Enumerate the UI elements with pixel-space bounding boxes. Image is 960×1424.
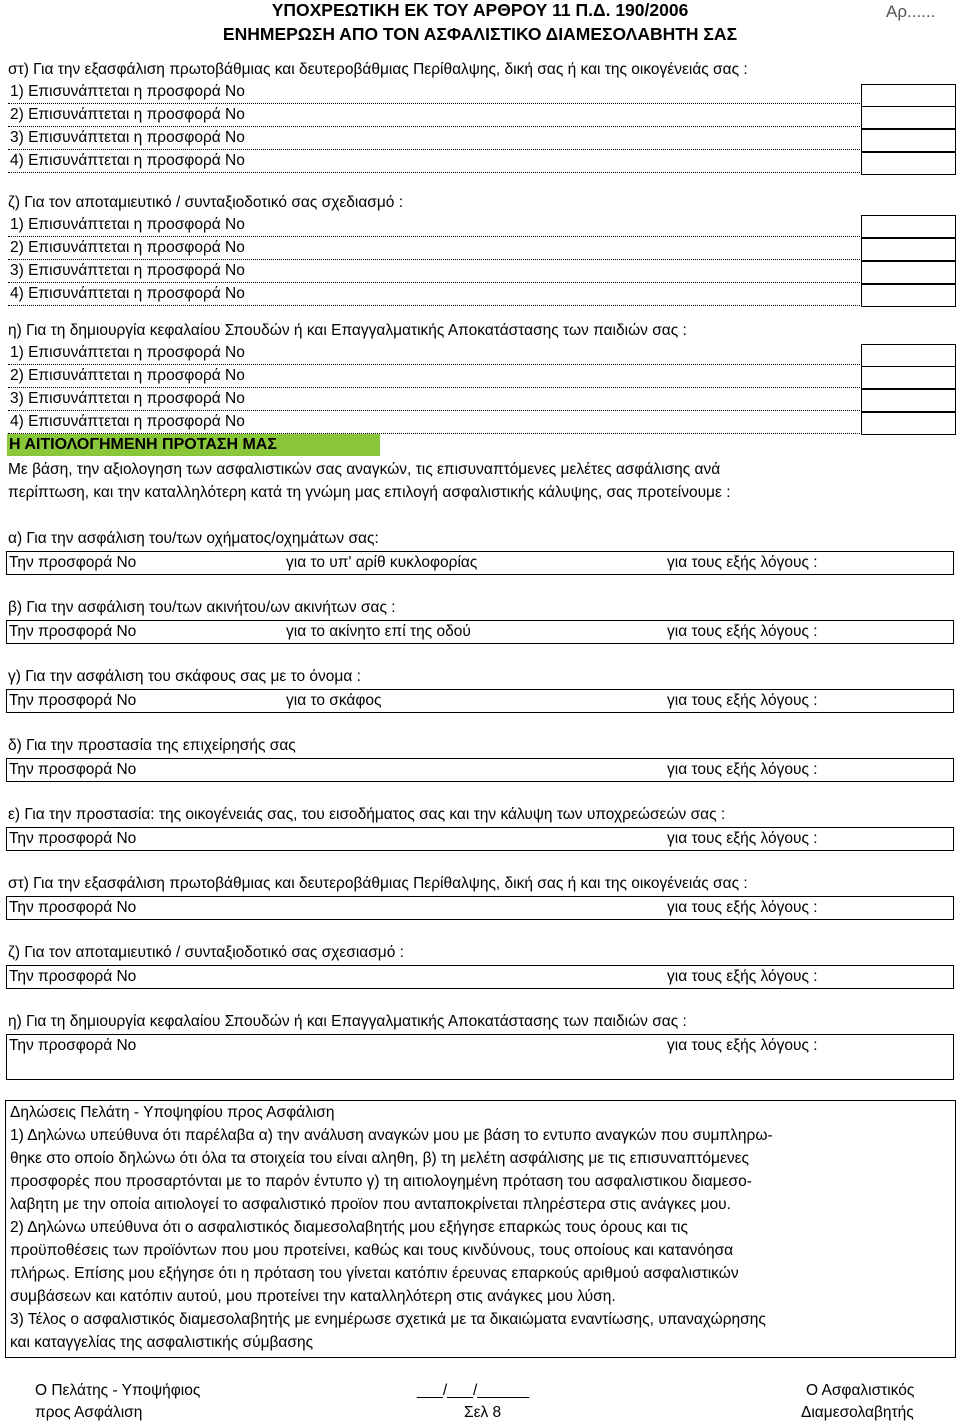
- offer-number-box[interactable]: [861, 261, 956, 284]
- page-number: Σελ 8: [464, 1404, 502, 1421]
- section-offer-field[interactable]: Την προσφορά Νο για τους εξής λόγους :: [6, 827, 954, 851]
- section-title: β) Για την ασφάλιση του/των ακινήτου/ων ακινήτων σας :: [8, 599, 396, 616]
- offer-line: 3) Επισυνάπτεται η προσφορά Νο: [8, 261, 860, 283]
- offer-line: 4) Επισυνάπτεται η προσφορά Νο: [8, 151, 860, 173]
- declaration-line: λαβητη με την οποία αιτιολογεί το ασφαλιστικό προϊον που ανταποκρίνεται πληρέστερα στις ανάγκες μου.: [10, 1196, 731, 1213]
- section-offer-field[interactable]: Την προσφορά Νο για το ακίνητο επί της οδού για τους εξής λόγους :: [6, 620, 954, 644]
- reference-number: Αρ......: [886, 2, 936, 21]
- offer-number-box[interactable]: [861, 152, 956, 175]
- declaration-line: προσφορές που προσαρτόνται με το παρόν έντυπο γ) τη αιτιολογημένη πρόταση του ασφαλιστικου διαμεσο-: [10, 1173, 752, 1190]
- offer-number-box[interactable]: [861, 389, 956, 412]
- offer-line: 1) Επισυνάπτεται η προσφορά Νο: [8, 82, 860, 104]
- proposal-heading-bar: [7, 434, 380, 456]
- offer-line: 4) Επισυνάπτεται η προσφορά Νο: [8, 412, 860, 434]
- client-signature-label-line2: προς Ασφάλιση: [35, 1404, 143, 1421]
- offer-number-box[interactable]: [861, 238, 956, 261]
- section-offer-field[interactable]: Την προσφορά Νο για το σκάφος για τους εξής λόγους :: [6, 689, 954, 713]
- header-title-line2: ΕΝΗΜΕΡΩΣΗ ΑΠΟ ΤΟΝ ΑΣΦΑΛΙΣΤΙΚΟ ΔΙΑΜΕΣΟΛΑΒΗΤΗ ΣΑΣ: [222, 24, 738, 44]
- offer-line: 2) Επισυνάπτεται η προσφορά Νο: [8, 366, 860, 388]
- offer-number-box[interactable]: [861, 84, 956, 107]
- section-title: η) Για τη δημιουργία κεφαλαίου Σπουδών ή και Επαγγαλματικής Αποκατάστασης των παιδιών σας :: [8, 1013, 687, 1030]
- offer-number-box[interactable]: [861, 412, 956, 435]
- offer-line: 3) Επισυνάπτεται η προσφορά Νο: [8, 389, 860, 411]
- offer-number-box[interactable]: [861, 129, 956, 152]
- section-offer-field[interactable]: Την προσφορά Νο για τους εξής λόγους :: [6, 896, 954, 920]
- declaration-line: προϋποθέσεις των προϊόντων που μου προτείνει, καθώς και τους κινδύνους, τους οποίους και κατανόησα: [10, 1242, 734, 1259]
- section-offer-field[interactable]: Την προσφορά Νο για τους εξής λόγους :: [6, 1034, 954, 1080]
- offer-number-box[interactable]: [861, 215, 956, 238]
- proposal-intro-line1: Με βάση, την αξιολογηση των ασφαλιστικών σας αναγκών, τις επισυναπτόμενες μελέτες ασφάλισης ανά: [8, 461, 721, 478]
- client-signature-label-line1: Ο Πελάτης - Υποψήφιος: [35, 1382, 201, 1399]
- header-title-line1: ΥΠΟΧΡΕΩΤΙΚΗ ΕΚ ΤΟΥ ΑΡΘΡΟΥ 11 Π.Δ. 190/2006: [271, 0, 689, 20]
- offer-line: 1) Επισυνάπτεται η προσφορά Νο: [8, 343, 860, 365]
- broker-signature-label-line2: Διαμεσολαβητής: [801, 1404, 914, 1421]
- section-title: γ) Για την ασφάλιση του σκάφους σας με το όνομα :: [8, 668, 361, 685]
- group-title: στ) Για την εξασφάλιση πρωτοβάθμιας και δευτεροβάθμιας Περίθαλψης, δική σας ή και της οικογένειάς σας :: [8, 61, 748, 78]
- date-field[interactable]: ___/___/______: [417, 1382, 530, 1399]
- section-title: α) Για την ασφάλιση του/των οχήματος/οχημάτων σας:: [8, 530, 379, 547]
- section-title: ε) Για την προστασία: της οικογένειάς σας, του εισοδήματος σας και την κάλυψη των υποχρεώσεών σας :: [8, 806, 726, 823]
- proposal-heading: Η ΑΙΤΙΟΛΟΓΗΜΕΝΗ ΠΡΟΤΑΣΗ ΜΑΣ: [9, 436, 277, 453]
- section-offer-field[interactable]: Την προσφορά Νο για τους εξής λόγους :: [6, 965, 954, 989]
- group-title: ζ) Για τον αποταμιευτικό / συνταξιοδοτικό σας σχεδιασμό :: [8, 194, 404, 211]
- declaration-line: πλήρως. Επίσης μου εξήγησε ότι η πρόταση του γίνεται κατόπιν έρευνας επαρκούς αριθμού ασφαλιστικών: [10, 1265, 739, 1282]
- group-title: η) Για τη δημιουργία κεφαλαίου Σπουδών ή και Επαγγαλματικής Αποκατάστασης των παιδιών σας :: [8, 322, 687, 339]
- offer-number-box[interactable]: [861, 106, 956, 129]
- client-declarations-box: [5, 1100, 956, 1358]
- section-title: στ) Για την εξασφάλιση πρωτοβάθμιας και δευτεροβάθμιας Περίθαλψης, δική σας ή και της οικογένειάς σας :: [8, 875, 748, 892]
- declaration-line: 1) Δηλώνω υπεύθυνα ότι παρέλαβα α) την ανάλυση αναγκών μου με βάση το εντυπο αναγκών που συμπληρω-: [10, 1127, 773, 1144]
- broker-signature-label-line1: Ο Ασφαλιστικός: [806, 1382, 915, 1399]
- declaration-line: 2) Δηλώνω υπεύθυνα ότι ο ασφαλιστικός διαμεσολαβητής μου εξήγησε επαρκώς τους όρους και τις: [10, 1219, 688, 1236]
- section-offer-field[interactable]: Την προσφορά Νο για τους εξής λόγους :: [6, 758, 954, 782]
- declaration-line: θηκε στο οποίο δηλώνω ότι όλα τα στοιχεία του είναι αληθη, β) τη μελέτη ασφάλισης με τις επισυναπτόμενες: [10, 1150, 750, 1167]
- declaration-line: 3) Τέλος ο ασφαλιστικός διαμεσολαβητής με ενημέρωσε σχετικά με τα δικαιώματα εναντίωσης, υπαναχώρησης: [10, 1311, 766, 1328]
- declaration-line: συμβάσεων και κατόπιν αυτού, μου προτείνει την καταλληλότερη στις ανάγκες μου λύση.: [10, 1288, 616, 1305]
- offer-line: 1) Επισυνάπτεται η προσφορά Νο: [8, 215, 860, 237]
- section-offer-field[interactable]: Την προσφορά Νο για το υπ' αρίθ κυκλοφορίας για τους εξής λόγους :: [6, 551, 954, 575]
- offer-line: 2) Επισυνάπτεται η προσφορά Νο: [8, 238, 860, 260]
- offer-number-box[interactable]: [861, 344, 956, 367]
- offer-line: 4) Επισυνάπτεται η προσφορά Νο: [8, 284, 860, 306]
- offer-line: 3) Επισυνάπτεται η προσφορά Νο: [8, 128, 860, 150]
- section-title: δ) Για την προστασία της επιχείρησής σας: [8, 737, 296, 754]
- offer-line: 2) Επισυνάπτεται η προσφορά Νο: [8, 105, 860, 127]
- offer-number-box[interactable]: [861, 366, 956, 389]
- declarations-title: Δηλώσεις Πελάτη - Υποψηφίου προς Ασφάλιση: [10, 1104, 335, 1121]
- proposal-intro-line2: περίπτωση, και την καταλληλότερη κατά τη γνώμη μας επιλογή ασφαλιστικής κάλυψης, σας προτείνουμε :: [8, 484, 731, 501]
- declaration-line: και καταγγελίας της ασφαλιστικής σύμβασης: [10, 1334, 314, 1351]
- section-title: ζ) Για τον αποταμιευτικό / συνταξιοδοτικό σας σχεσιασμό :: [8, 944, 404, 961]
- offer-number-box[interactable]: [861, 284, 956, 307]
